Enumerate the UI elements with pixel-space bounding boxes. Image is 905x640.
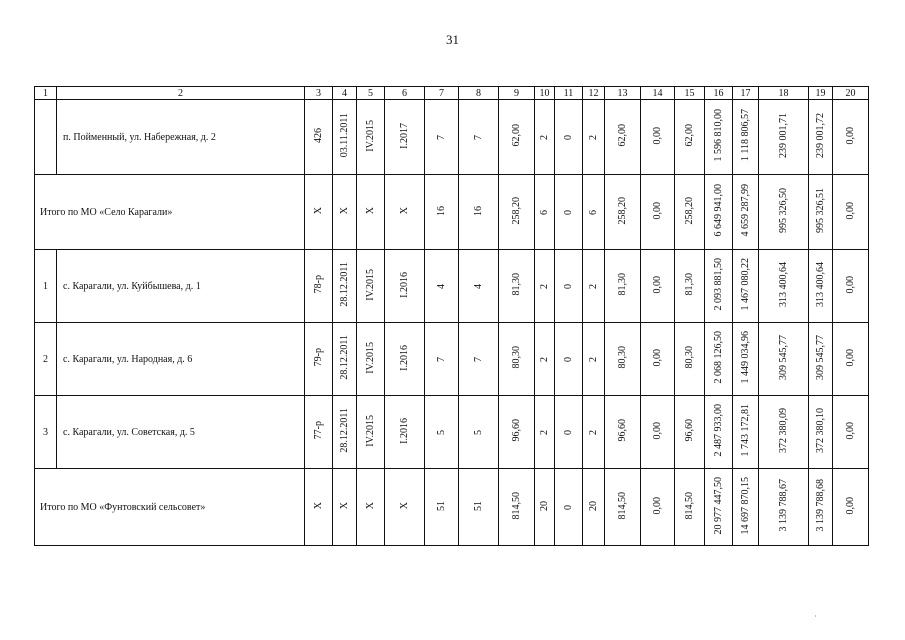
data-cell-col-12 xyxy=(583,250,605,323)
data-cell-col-15 xyxy=(675,396,705,469)
total-row xyxy=(35,469,869,546)
cell-value: 78-р xyxy=(313,275,324,294)
cell-value: 62,00 xyxy=(684,124,695,147)
row-number-cell: 2 xyxy=(35,323,57,396)
data-cell-col-6 xyxy=(385,323,425,396)
cell-value: 81,30 xyxy=(684,273,695,296)
cell-value: 2 xyxy=(539,134,550,140)
cell-value: 77-р xyxy=(313,421,324,440)
data-cell-col-18 xyxy=(759,469,809,546)
data-cell-col-19 xyxy=(809,175,833,250)
cell-value: 80,30 xyxy=(511,346,522,369)
data-cell-col-17 xyxy=(733,250,759,323)
cell-value: Х xyxy=(339,502,350,510)
data-cell-col-16 xyxy=(705,100,733,175)
data-cell-col-3 xyxy=(305,100,333,175)
column-number-17: 17 xyxy=(733,87,759,100)
column-number-7: 7 xyxy=(425,87,459,100)
data-cell-col-12 xyxy=(583,175,605,250)
column-number-14: 14 xyxy=(641,87,675,100)
cell-value: 2 xyxy=(588,356,599,362)
data-cell-col-17 xyxy=(733,175,759,250)
cell-value: 0,00 xyxy=(652,126,663,145)
data-cell-col-12 xyxy=(583,396,605,469)
data-cell-col-7 xyxy=(425,175,459,250)
data-cell-col-10 xyxy=(535,323,555,396)
cell-value: 372 380,09 xyxy=(778,408,789,453)
data-cell-col-19 xyxy=(809,469,833,546)
cell-value: 6 xyxy=(588,209,599,215)
data-cell-col-13 xyxy=(605,250,641,323)
cell-value: 51 xyxy=(473,500,484,511)
cell-value: 0,00 xyxy=(845,201,856,220)
cell-value: 7 xyxy=(436,356,447,362)
cell-value: 2 093 881,50 xyxy=(713,258,724,311)
column-number-12: 12 xyxy=(583,87,605,100)
cell-value: IV.2015 xyxy=(365,414,376,447)
cell-value: Х xyxy=(399,502,410,510)
cell-value: 6 649 941,00 xyxy=(713,184,724,237)
cell-value: 20 xyxy=(588,500,599,511)
cell-value: 0 xyxy=(563,134,574,140)
cell-value: 28.12.2011 xyxy=(339,335,350,380)
data-cell-col-3 xyxy=(305,250,333,323)
data-cell-col-18 xyxy=(759,250,809,323)
cell-value: 995 326,50 xyxy=(778,188,789,233)
cell-value: 0,00 xyxy=(845,126,856,145)
scan-mark: · xyxy=(814,612,817,621)
cell-value: 258,20 xyxy=(684,196,695,225)
total-label-cell: Итого по МО «Фунтовский сельсовет» xyxy=(35,469,305,546)
cell-value: 4 659 287,99 xyxy=(740,184,751,237)
data-cell-col-9 xyxy=(499,323,535,396)
row-number-cell: 3 xyxy=(35,396,57,469)
data-cell-col-16 xyxy=(705,469,733,546)
data-cell-col-11 xyxy=(555,250,583,323)
column-number-5: 5 xyxy=(357,87,385,100)
cell-value: Х xyxy=(365,207,376,215)
cell-value: Х xyxy=(313,502,324,510)
cell-value: 0 xyxy=(563,504,574,510)
cell-value: Х xyxy=(399,207,410,215)
data-cell-col-4 xyxy=(333,323,357,396)
column-number-1: 1 xyxy=(35,87,57,100)
cell-value: 2 xyxy=(539,429,550,435)
data-cell-col-17 xyxy=(733,469,759,546)
row-number-cell xyxy=(35,100,57,175)
data-cell-col-6 xyxy=(385,396,425,469)
data-cell-col-9 xyxy=(499,175,535,250)
cell-value: 0,00 xyxy=(652,348,663,367)
data-cell-col-9 xyxy=(499,396,535,469)
data-cell-col-5 xyxy=(357,396,385,469)
cell-value: 14 697 870,15 xyxy=(740,476,751,535)
data-cell-col-10 xyxy=(535,175,555,250)
cell-value: 309 545,77 xyxy=(815,335,826,380)
cell-value: IV.2015 xyxy=(365,268,376,301)
data-cell-col-11 xyxy=(555,175,583,250)
data-cell-col-19 xyxy=(809,396,833,469)
cell-value: 7 xyxy=(436,134,447,140)
data-cell-col-13 xyxy=(605,323,641,396)
cell-value: 814,50 xyxy=(511,491,522,520)
data-cell-col-8 xyxy=(459,250,499,323)
data-cell-col-6 xyxy=(385,469,425,546)
cell-value: 0 xyxy=(563,283,574,289)
cell-value: 2 xyxy=(539,283,550,289)
cell-value: 80,30 xyxy=(617,346,628,369)
housing-program-table xyxy=(34,86,869,546)
column-number-9: 9 xyxy=(499,87,535,100)
cell-value: 814,50 xyxy=(684,491,695,520)
data-cell-col-3 xyxy=(305,469,333,546)
cell-value: I.2016 xyxy=(399,271,410,298)
cell-value: 5 xyxy=(436,429,447,435)
address-cell: с. Карагали, ул. Советская, д. 5 xyxy=(57,396,305,469)
column-number-16: 16 xyxy=(705,87,733,100)
cell-value: 20 xyxy=(539,500,550,511)
cell-value: 0,00 xyxy=(845,496,856,515)
cell-value: 2 xyxy=(588,134,599,140)
cell-value: Х xyxy=(339,207,350,215)
data-cell-col-8 xyxy=(459,469,499,546)
data-cell-col-3 xyxy=(305,323,333,396)
cell-value: 62,00 xyxy=(617,124,628,147)
data-cell-col-8 xyxy=(459,100,499,175)
cell-value: 814,50 xyxy=(617,491,628,520)
cell-value: 1 743 172,81 xyxy=(740,404,751,457)
cell-value: 2 xyxy=(539,356,550,362)
address-cell: с. Карагали, ул. Куйбышева, д. 1 xyxy=(57,250,305,323)
data-cell-col-3 xyxy=(305,175,333,250)
cell-value: 0,00 xyxy=(652,201,663,220)
data-cell-col-11 xyxy=(555,396,583,469)
cell-value: I.2016 xyxy=(399,344,410,371)
data-cell-col-17 xyxy=(733,396,759,469)
cell-value: 0,00 xyxy=(652,496,663,515)
cell-value: 3 139 788,68 xyxy=(815,479,826,532)
data-cell-col-5 xyxy=(357,323,385,396)
data-cell-col-19 xyxy=(809,100,833,175)
data-cell-col-20 xyxy=(833,175,869,250)
cell-value: 28.12.2011 xyxy=(339,262,350,307)
cell-value: 96,60 xyxy=(617,419,628,442)
cell-value: 3 139 788,67 xyxy=(778,479,789,532)
cell-value: 2 487 933,00 xyxy=(713,404,724,457)
data-cell-col-12 xyxy=(583,100,605,175)
cell-value: 0,00 xyxy=(652,275,663,294)
cell-value: 7 xyxy=(473,356,484,362)
table-row xyxy=(35,323,869,396)
cell-value: 4 xyxy=(473,283,484,289)
cell-value: 81,30 xyxy=(511,273,522,296)
column-number-2: 2 xyxy=(57,87,305,100)
cell-value: 81,30 xyxy=(617,273,628,296)
data-cell-col-14 xyxy=(641,469,675,546)
cell-value: 20 977 447,50 xyxy=(713,476,724,535)
data-cell-col-10 xyxy=(535,469,555,546)
cell-value: 0 xyxy=(563,209,574,215)
cell-value: 2 xyxy=(588,429,599,435)
cell-value: 5 xyxy=(473,429,484,435)
data-cell-col-17 xyxy=(733,100,759,175)
cell-value: 0,00 xyxy=(845,275,856,294)
data-cell-col-14 xyxy=(641,250,675,323)
data-cell-col-13 xyxy=(605,100,641,175)
column-number-13: 13 xyxy=(605,87,641,100)
cell-value: 0,00 xyxy=(845,421,856,440)
cell-value: Х xyxy=(313,207,324,215)
cell-value: 995 326,51 xyxy=(815,188,826,233)
cell-value: 4 xyxy=(436,283,447,289)
data-cell-col-14 xyxy=(641,396,675,469)
column-number-18: 18 xyxy=(759,87,809,100)
data-cell-col-13 xyxy=(605,175,641,250)
cell-value: 7 xyxy=(473,134,484,140)
data-cell-col-14 xyxy=(641,100,675,175)
data-cell-col-18 xyxy=(759,323,809,396)
data-cell-col-11 xyxy=(555,323,583,396)
cell-value: 79-р xyxy=(313,348,324,367)
data-cell-col-11 xyxy=(555,469,583,546)
column-number-15: 15 xyxy=(675,87,705,100)
data-cell-col-8 xyxy=(459,396,499,469)
data-cell-col-13 xyxy=(605,469,641,546)
data-cell-col-4 xyxy=(333,469,357,546)
cell-value: 62,00 xyxy=(511,124,522,147)
data-cell-col-8 xyxy=(459,175,499,250)
data-cell-col-3 xyxy=(305,396,333,469)
table-row xyxy=(35,250,869,323)
data-cell-col-6 xyxy=(385,175,425,250)
column-number-3: 3 xyxy=(305,87,333,100)
data-cell-col-16 xyxy=(705,323,733,396)
cell-value: IV.2015 xyxy=(365,341,376,374)
data-cell-col-7 xyxy=(425,469,459,546)
data-cell-col-12 xyxy=(583,323,605,396)
cell-value: 80,30 xyxy=(684,346,695,369)
data-cell-col-16 xyxy=(705,396,733,469)
data-cell-col-15 xyxy=(675,323,705,396)
data-cell-col-17 xyxy=(733,323,759,396)
data-cell-col-19 xyxy=(809,250,833,323)
cell-value: 2 xyxy=(588,283,599,289)
data-cell-col-15 xyxy=(675,469,705,546)
data-cell-col-18 xyxy=(759,100,809,175)
cell-value: 313 400,64 xyxy=(778,262,789,307)
cell-value: 239 001,72 xyxy=(815,113,826,158)
column-number-11: 11 xyxy=(555,87,583,100)
cell-value: 313 400,64 xyxy=(815,262,826,307)
data-cell-col-16 xyxy=(705,250,733,323)
cell-value: 372 380,10 xyxy=(815,408,826,453)
data-cell-col-7 xyxy=(425,100,459,175)
row-number-cell: 1 xyxy=(35,250,57,323)
cell-value: 1 467 080,22 xyxy=(740,258,751,311)
data-cell-col-5 xyxy=(357,175,385,250)
cell-value: 2 068 126,50 xyxy=(713,331,724,384)
cell-value: Х xyxy=(365,502,376,510)
cell-value: IV.2015 xyxy=(365,119,376,152)
data-cell-col-20 xyxy=(833,396,869,469)
cell-value: 309 545,77 xyxy=(778,335,789,380)
cell-value: 28.12.2011 xyxy=(339,408,350,453)
cell-value: 16 xyxy=(436,205,447,216)
data-cell-col-20 xyxy=(833,100,869,175)
data-cell-col-5 xyxy=(357,250,385,323)
data-cell-col-4 xyxy=(333,250,357,323)
data-cell-col-7 xyxy=(425,250,459,323)
cell-value: 03.11.2011 xyxy=(339,113,350,158)
data-cell-col-20 xyxy=(833,250,869,323)
cell-value: 16 xyxy=(473,205,484,216)
table-row xyxy=(35,396,869,469)
data-cell-col-9 xyxy=(499,100,535,175)
data-cell-col-16 xyxy=(705,175,733,250)
cell-value: 0,00 xyxy=(652,421,663,440)
header-row xyxy=(35,87,869,100)
data-cell-col-11 xyxy=(555,100,583,175)
data-cell-col-18 xyxy=(759,175,809,250)
cell-value: 0,00 xyxy=(845,348,856,367)
data-cell-col-10 xyxy=(535,396,555,469)
cell-value: 0 xyxy=(563,429,574,435)
total-row xyxy=(35,175,869,250)
cell-value: 239 001,71 xyxy=(778,113,789,158)
column-number-6: 6 xyxy=(385,87,425,100)
column-number-4: 4 xyxy=(333,87,357,100)
data-cell-col-8 xyxy=(459,323,499,396)
cell-value: I.2017 xyxy=(399,122,410,149)
cell-value: 6 xyxy=(539,209,550,215)
data-cell-col-20 xyxy=(833,469,869,546)
data-cell-col-7 xyxy=(425,396,459,469)
cell-value: 0 xyxy=(563,356,574,362)
data-cell-col-5 xyxy=(357,100,385,175)
column-number-10: 10 xyxy=(535,87,555,100)
data-cell-col-14 xyxy=(641,323,675,396)
data-cell-col-10 xyxy=(535,100,555,175)
data-cell-col-15 xyxy=(675,175,705,250)
page-number: 31 xyxy=(446,32,459,47)
cell-value: 1 596 810,00 xyxy=(713,109,724,162)
data-cell-col-4 xyxy=(333,396,357,469)
data-cell-col-15 xyxy=(675,100,705,175)
total-label-cell: Итого по МО «Село Карагали» xyxy=(35,175,305,250)
cell-value: 96,60 xyxy=(684,419,695,442)
column-number-19: 19 xyxy=(809,87,833,100)
data-cell-col-12 xyxy=(583,469,605,546)
data-cell-col-6 xyxy=(385,100,425,175)
cell-value: 258,20 xyxy=(617,196,628,225)
data-cell-col-15 xyxy=(675,250,705,323)
data-cell-col-4 xyxy=(333,175,357,250)
cell-value: 426 xyxy=(313,128,324,143)
column-number-20: 20 xyxy=(833,87,869,100)
cell-value: 258,20 xyxy=(511,196,522,225)
cell-value: 96,60 xyxy=(511,419,522,442)
data-cell-col-14 xyxy=(641,175,675,250)
data-cell-col-13 xyxy=(605,396,641,469)
address-cell: с. Карагали, ул. Народная, д. 6 xyxy=(57,323,305,396)
data-cell-col-7 xyxy=(425,323,459,396)
data-cell-col-9 xyxy=(499,469,535,546)
address-cell: п. Пойменный, ул. Набережная, д. 2 xyxy=(57,100,305,175)
data-cell-col-6 xyxy=(385,250,425,323)
cell-value: 1 449 034,96 xyxy=(740,331,751,384)
data-cell-col-20 xyxy=(833,323,869,396)
column-number-8: 8 xyxy=(459,87,499,100)
data-cell-col-4 xyxy=(333,100,357,175)
cell-value: 1 118 806,57 xyxy=(740,109,751,162)
data-cell-col-9 xyxy=(499,250,535,323)
cell-value: 51 xyxy=(436,500,447,511)
table-row xyxy=(35,100,869,175)
data-cell-col-19 xyxy=(809,323,833,396)
cell-value: I.2016 xyxy=(399,417,410,444)
data-cell-col-5 xyxy=(357,469,385,546)
data-cell-col-10 xyxy=(535,250,555,323)
data-cell-col-18 xyxy=(759,396,809,469)
